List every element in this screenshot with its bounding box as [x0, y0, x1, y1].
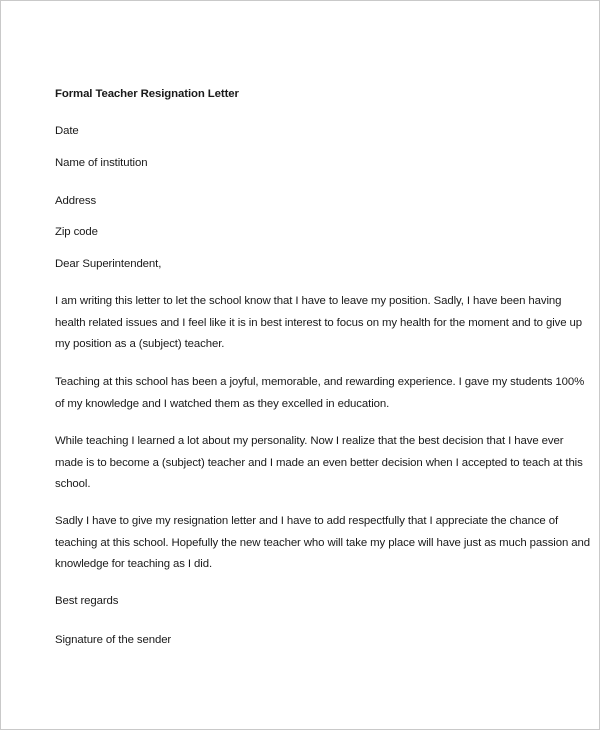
address-line: Address [55, 195, 97, 207]
paragraph-line: While teaching I learned a lot about my personality. Now I realize that the best decision that I have ever [55, 435, 564, 447]
signature-line: Signature of the sender [55, 634, 172, 646]
paragraph-2 [55, 375, 585, 418]
institution-line: Name of institution [55, 157, 148, 169]
salutation: Dear Superintendent, [55, 258, 162, 270]
paragraph-line: made is to become a (subject) teacher and I made an even better decision when I accepted to teach at this [55, 456, 583, 469]
paragraph-line: Teaching at this school has been a joyful, memorable, and rewarding experience. I gave my students 100% [55, 376, 585, 388]
paragraph-4 [55, 514, 590, 579]
paragraph-line: my position as a (subject) teacher. [55, 338, 225, 350]
paragraph-1 [55, 294, 582, 359]
paragraph-line: Sadly I have to give my resignation letter and I have to add respectfully that I appreciate the chance of [55, 515, 559, 527]
paragraph-3 [55, 434, 583, 499]
paragraph-line: health related issues and I feel like it is in best interest to focus on my health for the moment and to give up [55, 316, 582, 329]
date-line: Date [55, 125, 79, 137]
paragraph-line: school. [55, 478, 91, 490]
paragraph-line: of my knowledge and I watched them as they excelled in education. [55, 397, 390, 410]
letter-title: Formal Teacher Resignation Letter [55, 88, 239, 100]
closing: Best regards [55, 595, 119, 607]
paragraph-line: knowledge for teaching as I did. [55, 558, 213, 570]
paragraph-line: teaching at this school. Hopefully the new teacher who will take my place will have just as much passion and [55, 536, 590, 549]
zip-code-line: Zip code [55, 226, 98, 238]
paragraph-line: I am writing this letter to let the school know that I have to leave my position. Sadly, I have been having [55, 295, 562, 307]
